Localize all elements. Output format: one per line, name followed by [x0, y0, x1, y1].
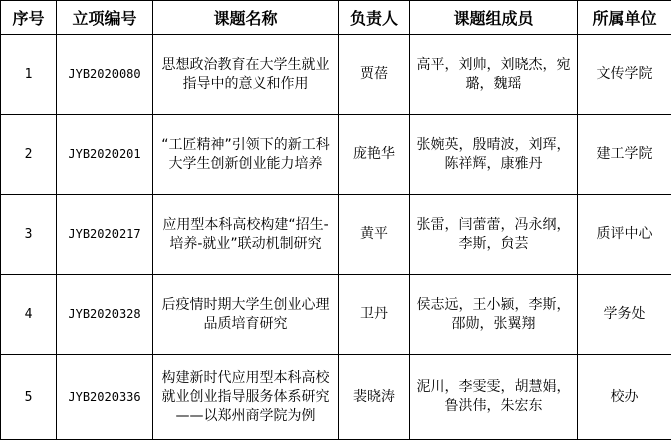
cell-name: 后疫情时期大学生创业心理品质培育研究: [153, 275, 339, 355]
header-code: 立项编号: [57, 1, 153, 35]
cell-members: 张婉英，殷晴波，刘珲，陈祥辉，康雅丹: [410, 115, 578, 195]
table-header: [1, 1, 671, 35]
cell-seq: 4: [1, 275, 57, 355]
table-row: [1, 35, 671, 115]
cell-name: 思想政治教育在大学生就业指导中的意义和作用: [153, 35, 339, 115]
cell-unit: 学务处: [578, 275, 671, 355]
header-seq: 序号: [1, 1, 57, 35]
header-unit: 所属单位: [578, 1, 671, 35]
header-leader: 负责人: [339, 1, 410, 35]
cell-leader: 黄平: [339, 195, 410, 275]
table-row: [1, 195, 671, 275]
table-row: [1, 275, 671, 355]
cell-code: JYB2020217: [57, 195, 153, 275]
cell-leader: 裴晓涛: [339, 355, 410, 440]
cell-code: JYB2020336: [57, 355, 153, 440]
cell-unit: 校办: [578, 355, 671, 440]
table-row: [1, 355, 671, 440]
cell-leader: 贾蓓: [339, 35, 410, 115]
cell-seq: 2: [1, 115, 57, 195]
cell-leader: 庞艳华: [339, 115, 410, 195]
cell-unit: 质评中心: [578, 195, 671, 275]
cell-seq: 5: [1, 355, 57, 440]
cell-members: 张雷，闫蕾蕾，冯永纲，李斯，贠芸: [410, 195, 578, 275]
cell-members: 高平，刘帅，刘晓杰，宛璐，魏瑶: [410, 35, 578, 115]
header-members: 课题组成员: [410, 1, 578, 35]
cell-leader: 卫丹: [339, 275, 410, 355]
cell-name: 构建新时代应用型本科高校就业创业指导服务体系研究——以郑州商学院为例: [153, 355, 339, 440]
cell-code: JYB2020080: [57, 35, 153, 115]
cell-members: 泥川，李雯雯，胡慧娟，鲁洪伟，朱宏东: [410, 355, 578, 440]
header-name: 课题名称: [153, 1, 339, 35]
table-row: [1, 115, 671, 195]
cell-unit: 文传学院: [578, 35, 671, 115]
cell-unit: 建工学院: [578, 115, 671, 195]
cell-name: 应用型本科高校构建“招生-培养-就业”联动机制研究: [153, 195, 339, 275]
table-body: [1, 35, 671, 440]
cell-members: 侯志远，王小颍，李斯，邵勋，张翼翔: [410, 275, 578, 355]
header-row: [1, 1, 671, 35]
cell-seq: 1: [1, 35, 57, 115]
cell-code: JYB2020201: [57, 115, 153, 195]
cell-seq: 3: [1, 195, 57, 275]
cell-name: “工匠精神”引领下的新工科大学生创新创业能力培养: [153, 115, 339, 195]
cell-code: JYB2020328: [57, 275, 153, 355]
